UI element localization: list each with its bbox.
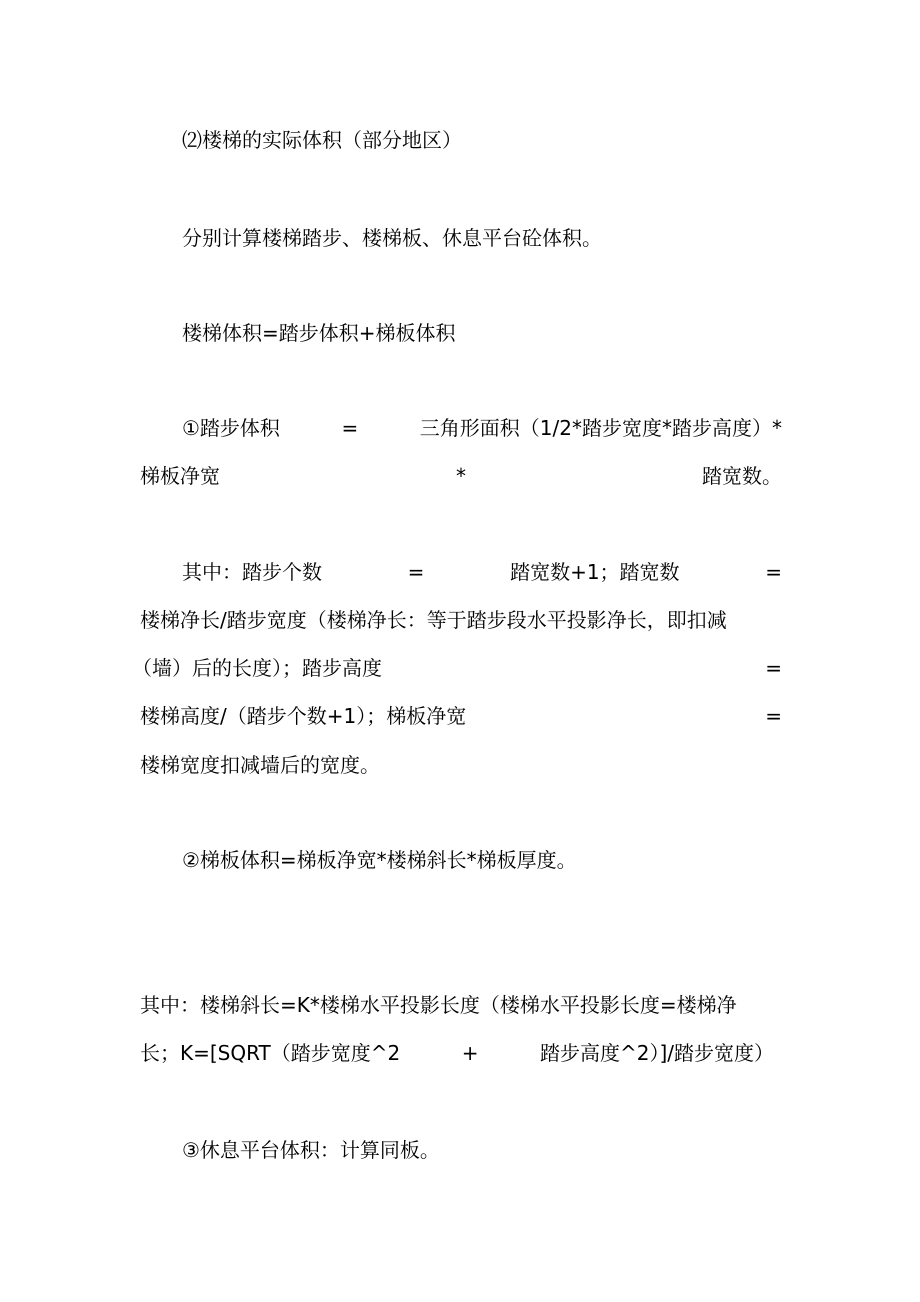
triangle-area-term: 三角形面积（1/2*踏步宽度*踏步高度）*: [419, 416, 782, 440]
equals-sign: =: [765, 560, 782, 584]
slab-net-width-term: 梯板净宽: [140, 464, 220, 488]
step-count-term: 其中：踏步个数: [182, 560, 322, 584]
paragraph-landing-volume: ③休息平台体积：计算同板。: [182, 1138, 440, 1162]
paragraph-step-volume-line2: [140, 461, 782, 491]
step-volume-term: ①踏步体积: [182, 416, 280, 440]
tread-count-plus-term: 踏宽数+1；踏宽数: [510, 560, 680, 584]
paragraph-where-line5: 楼梯宽度扣减墙后的宽度。: [140, 753, 380, 777]
k-formula-term: 长；K=[SQRT（踏步宽度^2: [140, 1041, 401, 1065]
plus-sign: +: [461, 1041, 479, 1065]
paragraph-slab-volume: ②梯板体积=梯板净宽*楼梯斜长*梯板厚度。: [182, 848, 577, 872]
equals-sign: =: [407, 560, 425, 584]
paragraph-where-line2: 楼梯净长/踏步宽度（楼梯净长：等于踏步段水平投影净长，即扣减: [140, 608, 727, 632]
paragraph-slope-length-line1: 其中：楼梯斜长=K*楼梯水平投影长度（楼梯水平投影长度=楼梯净: [140, 993, 737, 1017]
equals-sign: =: [765, 656, 782, 680]
step-height-squared-term: 踏步高度^2）]/踏步宽度）: [539, 1041, 774, 1065]
paragraph-where-line1: [182, 557, 782, 587]
paragraph-intro: 分别计算楼梯踏步、楼梯板、休息平台砼体积。: [182, 226, 602, 250]
equals-sign: =: [765, 704, 782, 728]
stair-height-term: 楼梯高度/（踏步个数+1）；梯板净宽: [140, 704, 467, 728]
step-height-term: （墙）后的长度）；踏步高度: [132, 656, 382, 680]
tread-count-term: 踏宽数。: [702, 464, 782, 488]
paragraph-where-line4: [140, 701, 782, 731]
equals-sign: =: [341, 416, 359, 440]
section-heading: ⑵楼梯的实际体积（部分地区）: [182, 128, 462, 152]
paragraph-where-line3: [132, 653, 782, 683]
paragraph-formula-total: 楼梯体积=踏步体积+梯板体积: [182, 321, 456, 345]
paragraph-slope-length-line2: [140, 1038, 774, 1068]
multiply-sign: *: [456, 464, 466, 488]
paragraph-step-volume-line1: [182, 413, 782, 443]
